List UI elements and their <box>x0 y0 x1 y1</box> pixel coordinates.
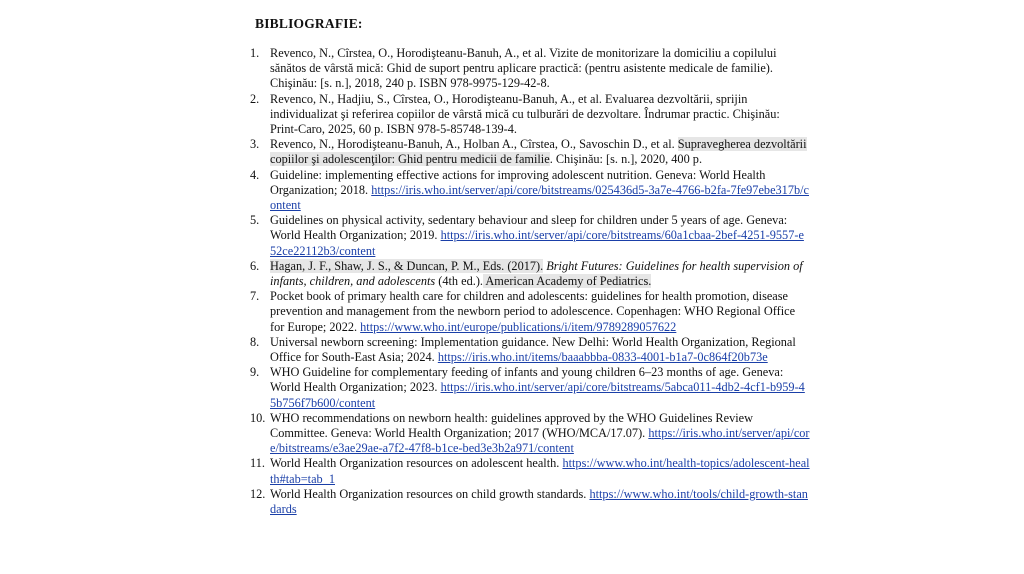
bibliography-heading: BIBLIOGRAFIE: <box>255 16 363 31</box>
reference-number: 8. <box>250 334 260 349</box>
reference-number: 12. <box>250 486 266 501</box>
reference-text: Universal newborn screening: Implementation guidance. New Delhi: World Health Organization, Regional Office for South-East Asia; 2024. <box>270 334 796 365</box>
reference-item <box>250 168 810 214</box>
reference-item <box>250 456 810 486</box>
reference-link[interactable]: https://iris.who.int/server/api/core/bitstreams/5abca011-4db2-4cf1-b959-45b756f7b600/content <box>270 380 805 410</box>
reference-text: Guideline: implementing effective actions for improving adolescent nutrition. Geneva: World Health Organization; 2018. <box>270 167 766 197</box>
reference-number: 9. <box>250 365 260 380</box>
reference-item <box>250 487 810 517</box>
reference-text: World Health Organization resources on adolescent health. <box>270 456 563 471</box>
reference-link[interactable]: https://www.who.int/health-topics/adolescent-health#tab=tab_1 <box>270 456 810 486</box>
reference-text-tail: . Chişinău: [s. n.], 2020, 400 p. <box>549 152 703 167</box>
reference-text: WHO Guideline for complementary feeding of infants and young children 6–23 months of age. Geneva: World Health Organization; 2023. <box>270 365 784 395</box>
reference-number: 10. <box>250 410 266 425</box>
reference-text: Revenco, N., Hadjiu, S., Cîrstea, O., Horodişteanu-Banuh, A., et al. Evaluarea dezvoltării, sprijin individualizat şi referirea copiilor de vârstă mică cu tulburări de dezvoltare. Îndrumar practic. Chişinău: Print-Caro, 2025, 60 p. ISBN 978-5-85748-139-4. <box>270 91 780 137</box>
reference-number: 7. <box>250 289 260 304</box>
reference-item <box>250 335 810 365</box>
reference-item <box>250 289 810 335</box>
reference-text: Revenco, N., Cîrstea, O., Horodişteanu-Banuh, A., et al. Vizite de monitorizare la domiciliu a copilului sănătos de vârstă mică: Ghid de suport pentru aplicare practică: (pentru asistente medicale de familie). Chişinău: [s. n.], 2018, 240 p. ISBN 978-9975-129-42-8. <box>270 46 777 91</box>
reference-number: 6. <box>250 258 260 273</box>
italic-title: Bright Futures: Guidelines for health supervision of infants, children, and adolescents <box>270 258 803 289</box>
reference-item <box>250 365 810 411</box>
reference-item <box>250 411 810 457</box>
reference-number: 3. <box>250 137 260 152</box>
highlighted-title: Supravegherea dezvoltării copiilor şi adolescenţilor: Ghid pentru medicii de familie <box>270 137 807 167</box>
reference-number: 5. <box>250 213 260 228</box>
reference-list <box>250 46 810 517</box>
reference-link[interactable]: https://iris.who.int/server/api/core/bitstreams/60a1cbaa-2bef-4251-9557-e52ce22112b3/content <box>270 228 804 258</box>
reference-number: 2. <box>250 91 260 106</box>
reference-item <box>250 259 810 289</box>
reference-number: 1. <box>250 46 260 60</box>
reference-text: WHO recommendations on newborn health: guidelines approved by the WHO Guidelines Review Committee. Geneva: World Health Organization; 2017 (WHO/MCA/17.07). <box>270 410 753 441</box>
reference-link[interactable]: https://www.who.int/tools/child-growth-standards <box>270 486 808 517</box>
reference-item <box>250 137 810 167</box>
reference-edition: (4th ed.). <box>435 274 484 289</box>
highlighted-publisher: American Academy of Pediatrics. <box>483 274 652 289</box>
reference-link[interactable]: https://iris.who.int/items/baaabbba-0833-4001-b1a7-0c864f20b73e <box>437 350 768 365</box>
reference-link[interactable]: https://iris.who.int/server/api/core/bitstreams/e3ae29ae-a7f2-47f8-b1ce-bed3e3b2a971/content <box>270 426 810 456</box>
highlighted-authors: Hagan, J. F., Shaw, J. S., & Duncan, P. M., Eds. (2017). <box>270 258 544 273</box>
reference-text: Guidelines on physical activity, sedentary behaviour and sleep for children under 5 years of age. Geneva: World Health Organization; 2019. <box>270 213 788 243</box>
reference-link[interactable]: https://iris.who.int/server/api/core/bitstreams/025436d5-3a7e-4766-b2fa-7fe97ebe317b/content <box>270 182 809 213</box>
reference-link[interactable]: https://www.who.int/europe/publications/i/item/9789289057622 <box>360 319 677 334</box>
reference-number: 4. <box>250 167 260 182</box>
reference-item <box>250 46 810 92</box>
reference-text: Pocket book of primary health care for children and adolescents: guidelines for health promotion, disease prevention and management from the newborn period to adolescence. Copenhagen: WHO Regional Office for Europe; 2022. <box>270 289 796 334</box>
reference-item <box>250 213 810 259</box>
reference-number: 11. <box>250 456 265 471</box>
reference-text: Revenco, N., Horodişteanu-Banuh, A., Holban A., Cîrstea, O., Savoschin D., et al. <box>270 137 678 152</box>
reference-item <box>250 92 810 138</box>
reference-text: World Health Organization resources on child growth standards. <box>270 486 590 501</box>
